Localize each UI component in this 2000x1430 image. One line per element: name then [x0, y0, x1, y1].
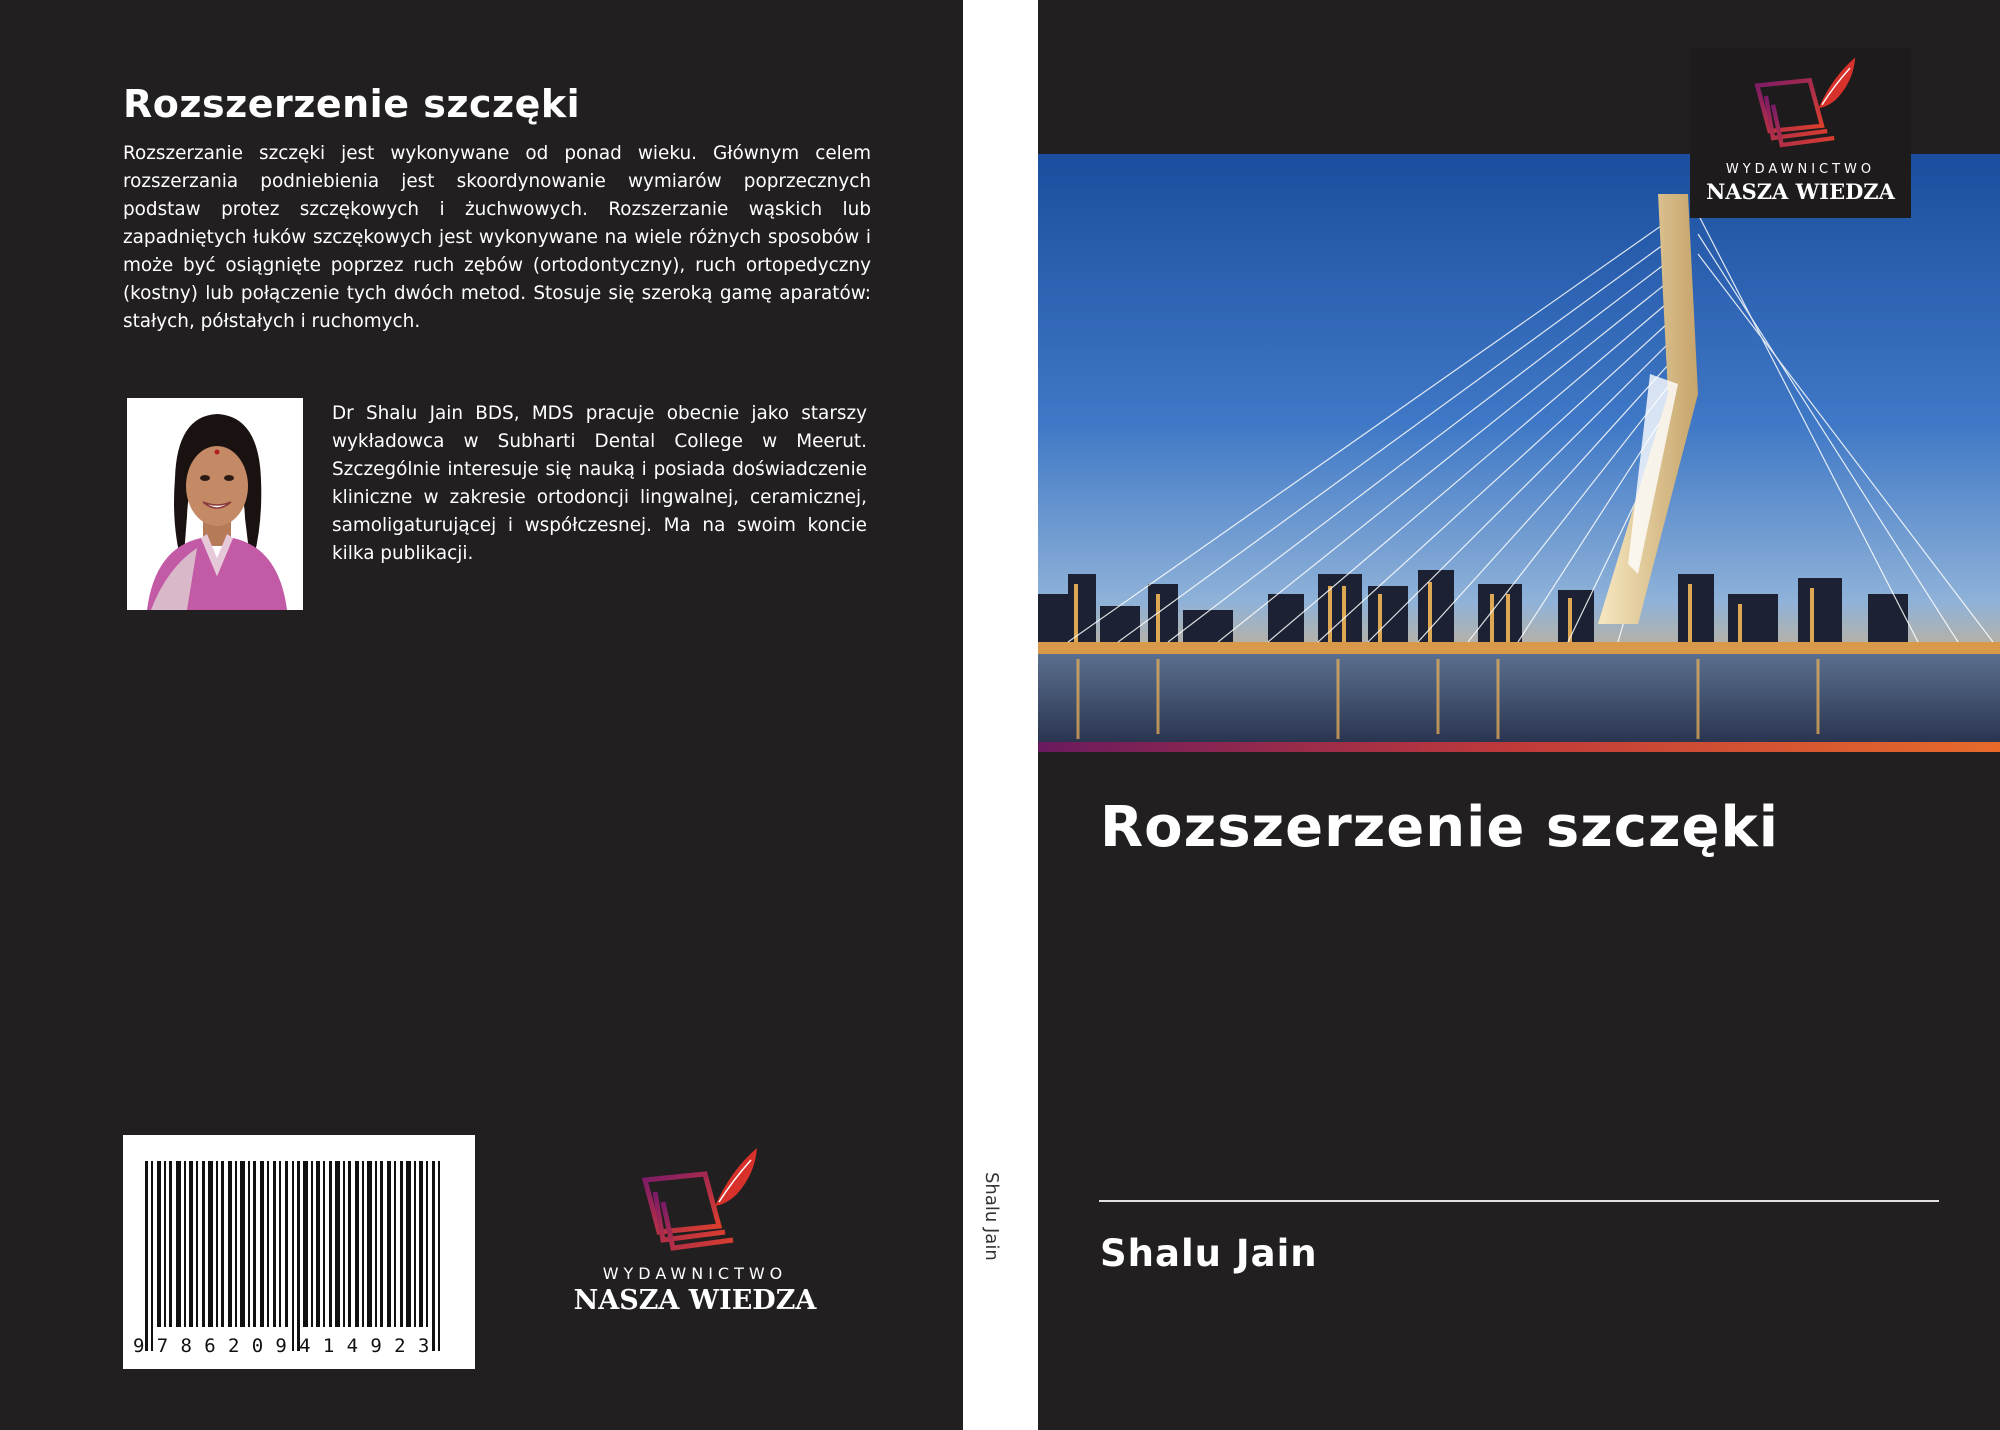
- back-cover-blurb: Rozszerzanie szczęki jest wykonywane od ponad wieku. Głównym celem rozszerzania podniebienia jest skoordynowanie wymiarów poprzecznych podstaw protez szczękowych i żuchwowych. Rozszerzanie wąskich lub zapadniętych łuków szczękowych jest wykonywane na wiele różnych sposobów i może być osiągnięte poprzez ruch zębów (ortodontyczny), ruch ortopedyczny (kostny) lub połączenie tych dwóch metod. Stosuje się szeroką gamę aparatów: stałych, półstałych i ruchomych.: [123, 143, 871, 332]
- front-cover-author: Shalu Jain: [1100, 1232, 1318, 1275]
- front-divider: [1099, 1200, 1939, 1202]
- back-cover-title: Rozszerzenie szczęki: [123, 82, 581, 126]
- isbn-barcode: [123, 1135, 475, 1369]
- back-publisher-line1: WYDAWNICTWO: [602, 1264, 788, 1283]
- author-portrait-icon: [127, 398, 303, 610]
- front-publisher-line1: WYDAWNICTWO: [1725, 162, 1876, 177]
- back-publisher-logo: [570, 1140, 820, 1316]
- back-publisher-line2: NASZA WIEDZA: [573, 1285, 817, 1316]
- barcode-icon: [123, 1135, 475, 1369]
- author-photo: [127, 398, 303, 610]
- bridge-photo: [1038, 154, 2000, 752]
- front-cover-title: Rozszerzenie szczęki: [1100, 795, 1779, 860]
- author-bio: Dr Shalu Jain BDS, MDS pracuje obecnie jako starszy wykładowca w Subharti Dental College w Meerut. Szczególnie interesuje się nauką i posiada doświadczenie kliniczne w zakresie ortodoncji lingwalnej, ceramicznej, samoligaturującej i współczesnej. Ma na swoim koncie kilka publikacji.: [332, 403, 867, 564]
- front-publisher-logo: [1690, 48, 1911, 218]
- front-publisher-line2: NASZA WIEDZA: [1706, 179, 1895, 204]
- book-quill-icon: [615, 1140, 775, 1260]
- isbn-digits: 9786209414923: [133, 1335, 442, 1357]
- publisher-logo-icon: [1731, 48, 1871, 158]
- cover-bridge-illustration: [1038, 154, 2000, 752]
- spine-author: Shalu Jain: [981, 1172, 1002, 1261]
